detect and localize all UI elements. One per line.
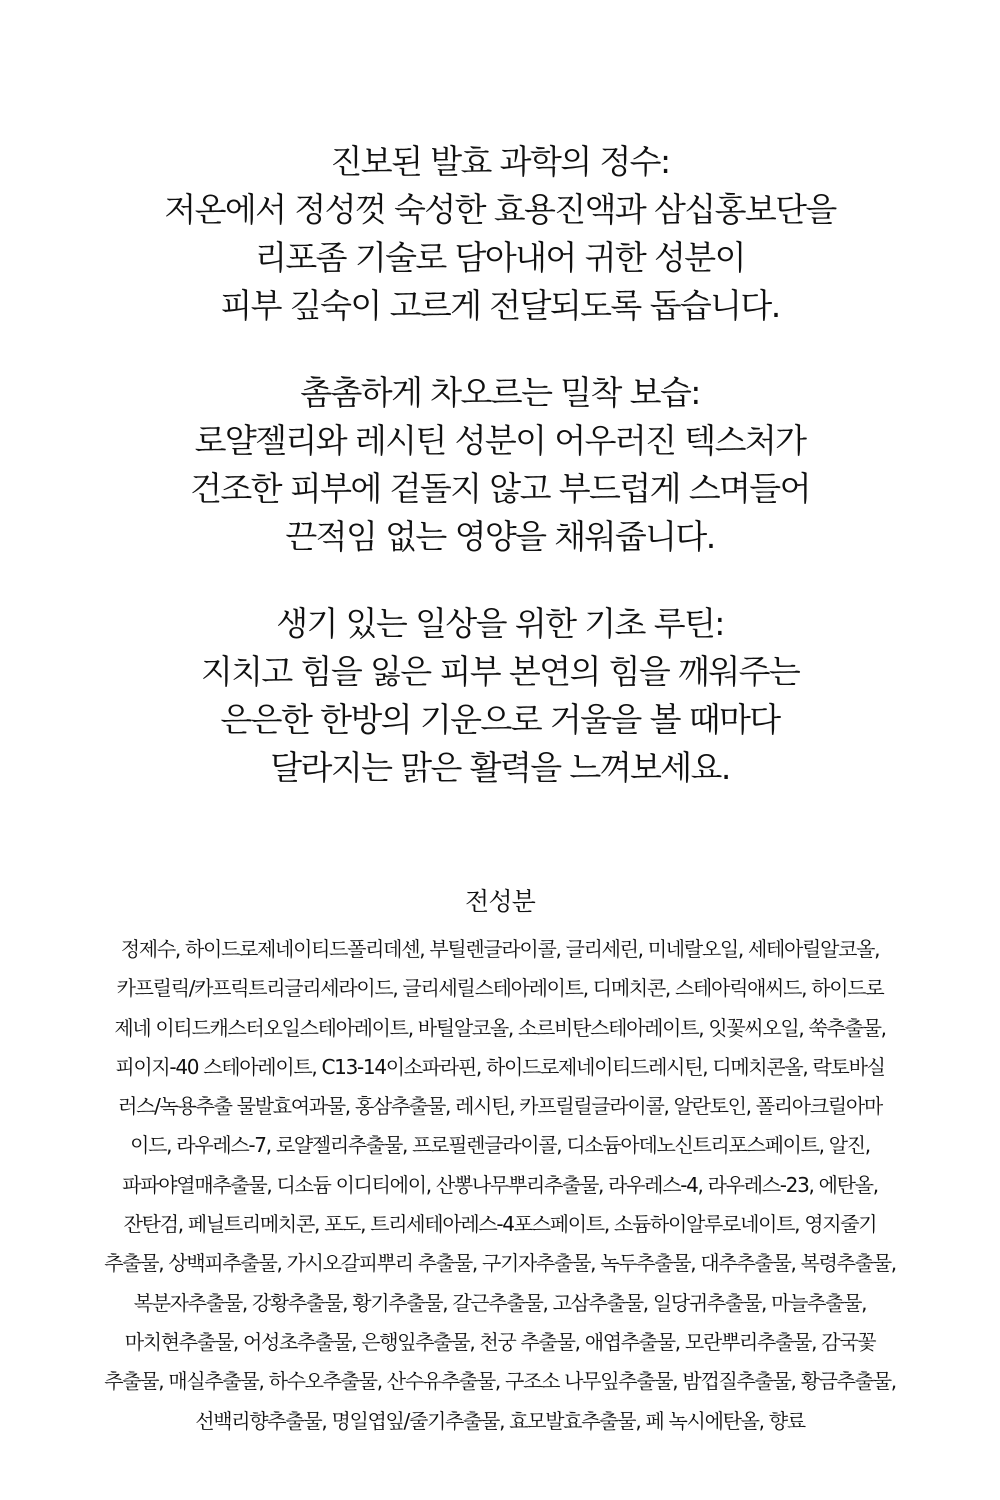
ingredients-line: 이드, 라우레스-7, 로얄젤리추출물, 프로필렌글라이콜, 디소듐아데노신트리포스페이트, 알진, bbox=[130, 1133, 870, 1158]
ingredients-line: 정제수, 하이드로제네이티드폴리데센, 부틸렌글라이콜, 글리세린, 미네랄오일, 세테아릴알코올, bbox=[120, 937, 880, 961]
ingredients-line: 추출물, 상백피추출물, 가시오갈피뿌리 추출물, 구기자추출물, 녹두추출물, 대추추출물, 복령추출물, bbox=[104, 1251, 896, 1276]
intro-section bbox=[0, 138, 1000, 831]
intro-block-fermentation bbox=[0, 138, 1000, 330]
intro-line: 은은한 한방의 기운으로 거울을 볼 때마다 bbox=[220, 700, 780, 739]
ingredients-line: 선백리향추출물, 명일엽잎/줄기추출물, 효모발효추출물, 페 녹시에탄올, 향료 bbox=[195, 1408, 805, 1433]
intro-block-routine bbox=[0, 600, 1000, 792]
ingredients-section bbox=[0, 880, 1000, 1441]
ingredients-line: 카프릴릭/카프릭트리글리세라이드, 글리세릴스테아레이트, 디메치콘, 스테아릭애씨드, 하이드로 bbox=[116, 976, 884, 1001]
ingredients-title: 전성분 bbox=[464, 887, 536, 916]
intro-line: 건조한 피부에 겉돌지 않고 부드럽게 스며들어 bbox=[190, 469, 810, 508]
intro-line: 끈적임 없는 영양을 채워줍니다. bbox=[285, 517, 715, 556]
intro-line: 리포좀 기술로 담아내어 귀한 성분이 bbox=[255, 238, 745, 277]
ingredients-line: 피이지-40 스테아레이트, C13-14이소파라핀, 하이드로제네이티드레시틴, 디메치콘올, 락토바실 bbox=[115, 1054, 885, 1079]
ingredients-line: 제네 이티드캐스터오일스테아레이트, 바틸알코올, 소르비탄스테아레이트, 잇꽃씨오일, 쑥추출물, bbox=[114, 1015, 886, 1040]
ingredients-line: 복분자추출물, 강황추출물, 황기추출물, 갈근추출물, 고삼추출물, 일당귀추출물, 마늘추출물, bbox=[133, 1290, 867, 1315]
intro-heading: 진보된 발효 과학의 정수: bbox=[330, 142, 670, 181]
intro-line: 저온에서 정성껏 숙성한 효용진액과 삼십홍보단을 bbox=[164, 190, 836, 229]
ingredients-line: 러스/녹용추출 물발효여과물, 홍삼추출물, 레시틴, 카프릴릴글라이콜, 알란토인, 폴리아크릴아마 bbox=[118, 1094, 882, 1119]
intro-line: 지치고 힘을 잃은 피부 본연의 힘을 깨워주는 bbox=[200, 652, 800, 691]
intro-heading: 촘촘하게 차오르는 밀착 보습: bbox=[300, 373, 700, 412]
intro-block-moisture bbox=[0, 369, 1000, 561]
ingredients-line: 파파야열매추출물, 디소듐 이디티에이, 산뽕나무뿌리추출물, 라우레스-4, 라우레스-23, 에탄올, bbox=[122, 1172, 878, 1197]
ingredients-line: 잔탄검, 페닐트리메치콘, 포도, 트리세테아레스-4포스페이트, 소듐하이알루로네이트, 영지줄기 bbox=[123, 1212, 877, 1237]
intro-line: 로얄젤리와 레시틴 성분이 어우러진 텍스처가 bbox=[194, 421, 806, 460]
intro-line: 피부 깊숙이 고르게 전달되도록 돕습니다. bbox=[220, 286, 780, 325]
ingredients-line: 마치현추출물, 어성초추출물, 은행잎추출물, 천궁 추출물, 애엽추출물, 모란뿌리추출물, 감국꽃 bbox=[124, 1329, 876, 1354]
intro-line: 달라지는 맑은 활력을 느껴보세요. bbox=[270, 748, 730, 787]
ingredients-line: 추출물, 매실추출물, 하수오추출물, 산수유추출물, 구조소 나무잎추출물, 밤껍질추출물, 황금추출물, bbox=[104, 1369, 896, 1394]
intro-heading: 생기 있는 일상을 위한 기초 루틴: bbox=[276, 604, 724, 643]
